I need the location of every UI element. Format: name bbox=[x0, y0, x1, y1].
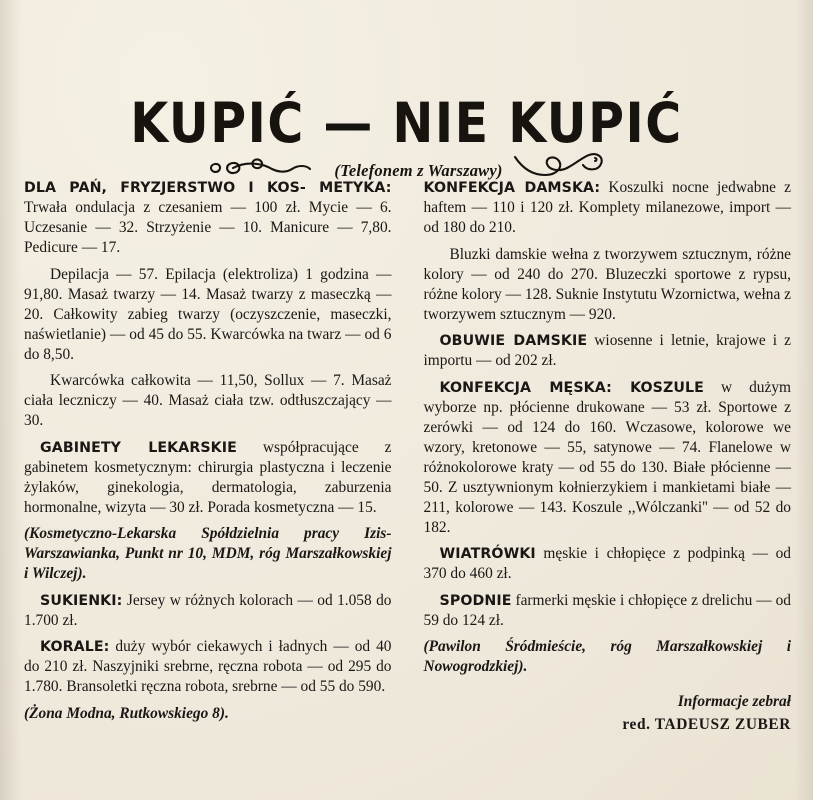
paragraph-text: Koszulki nocne jedwabne z haftem — 110 i 120 zł. Komplety milanezowe, import — od 180 do 210. bbox=[423, 179, 791, 237]
masthead bbox=[0, 0, 813, 185]
paragraph-text: współpracujące z gabinetem kosmetycznym: chirurgia plastyczna i leczenie żylaków, ginekologia, dermatologia, zaburzenia hormonalne, wizyta — 30 zł. Porada kosmetyczna — 15. bbox=[24, 438, 392, 516]
section-heading: GABINETY LEKARSKIE bbox=[40, 439, 237, 456]
section-heading: KORALE: bbox=[40, 639, 110, 656]
paragraph-credit: (Kosmetyczno-Lekarska Spółdzielnia pracy Izis-Warszawianka, Punkt nr 10, MDM, róg Marszałkowskiej i Wilczej). bbox=[24, 525, 392, 583]
paragraph-text: wiosenne i letnie, krajowe i z importu — od 202 zł. bbox=[423, 332, 791, 370]
article-columns bbox=[0, 178, 813, 736]
paragraph bbox=[424, 378, 792, 538]
paragraph bbox=[24, 178, 392, 258]
paragraph-text: farmerki męskie i chłopięce z drelichu — od 59 do 124 zł. bbox=[423, 591, 791, 629]
paragraph-text: duży wybór ciekawych i ładnych — od 40 do 210 zł. Naszyjniki srebrne, ręczna robota — od 295 do 1.780. Bransoletki ręczna robota, srebrne — od 55 do 590. bbox=[24, 638, 392, 696]
section-heading: KONFEKCJA MĘSKA: KOSZULE bbox=[439, 379, 704, 396]
section-heading: WIATRÓWKI bbox=[439, 546, 536, 563]
paragraph-credit: (Żona Modna, Rutkowskiego 8). bbox=[24, 704, 229, 722]
section-heading: DLA PAŃ, FRYZJERSTWO I KOS- METYKA: bbox=[24, 180, 392, 196]
signature-name: red. TADEUSZ ZUBER bbox=[622, 715, 791, 733]
signature-intro: Informacje zebrał bbox=[677, 693, 791, 711]
left-column bbox=[24, 178, 408, 736]
section-heading: SPODNIE bbox=[439, 592, 512, 609]
paragraph-text: Jersey w różnych kolorach — od 1.058 do 1.700 zł. bbox=[24, 591, 392, 629]
subtitle: (Telefonem z Warszawy) bbox=[334, 160, 503, 180]
paragraph-text: Trwała ondulacja z czesaniem — 100 zł. Mycie — 6. Uczesanie — 32. Strzyżenie — 10. Manicure — 7,80. Pedicure — 17. bbox=[24, 199, 392, 257]
paragraph bbox=[424, 178, 792, 238]
section-heading: SUKIENKI: bbox=[40, 592, 123, 609]
page-title: KUPIĆ — NIE KUPIĆ bbox=[130, 91, 683, 156]
paragraph bbox=[424, 331, 792, 371]
paragraph-text: Kwarcówka całkowita — 11,50, Sollux — 7. Masaż ciała leczniczy — 40. Masaż ciała tzw. odtłuszczający — 30. bbox=[24, 372, 392, 430]
paragraph-text: Depilacja — 57. Epilacja (elektroliza) 1 godzina — 91,80. Masaż twarzy — 14. Masaż twarzy z maseczką — 20. Całkowity zabieg twarzy (oczyszczenie, maseczki, naświetlanie) — od 45 do 55. Kwarcówka na twarz — od 6 do 8,50. bbox=[24, 265, 392, 363]
paragraph bbox=[24, 637, 392, 697]
paragraph-text: w dużym wyborze np. płócienne drukowane — 53 zł. Sportowe z zerówki — od 124 do 160. Wczasowe, kolorowe we wzory, kretonowe — 55, satynowe — 74. Flanelowe w różnokolorowe kraty — od 55 do 130. Białe płócienne — 50. Z usztywnionym kołnierzykiem i mankietami białe — 211, kolorowe — 143. Koszule ,,Wólczanki'' — od 52 do 182. bbox=[423, 378, 792, 536]
paragraph bbox=[424, 245, 792, 325]
paragraph-text: męskie i chłopięce z podpinką — od 370 do 460 zł. bbox=[423, 545, 791, 583]
section-heading: OBUWIE DAMSKIE bbox=[439, 333, 588, 350]
paragraph bbox=[24, 591, 392, 631]
paragraph bbox=[424, 591, 792, 631]
paragraph bbox=[24, 265, 392, 365]
right-column bbox=[408, 178, 792, 736]
signature bbox=[424, 691, 792, 736]
paragraph bbox=[24, 371, 392, 431]
section-heading: KONFEKCJA DAMSKA: bbox=[423, 180, 601, 196]
paragraph-credit: (Pawilon Śródmieście, róg Marszałkowskiej i Nowogrodzkiej). bbox=[423, 638, 791, 676]
paragraph bbox=[24, 438, 392, 518]
paragraph-text: Bluzki damskie wełna z tworzywem sztucznym, różne kolory — od 240 do 270. Bluzeczki sportowe z rypsu, różne kolory — 128. Suknie Instytutu Wzornictwa, wełna z tworzywem sztucznym — 920. bbox=[423, 245, 791, 323]
paragraph bbox=[424, 544, 792, 584]
